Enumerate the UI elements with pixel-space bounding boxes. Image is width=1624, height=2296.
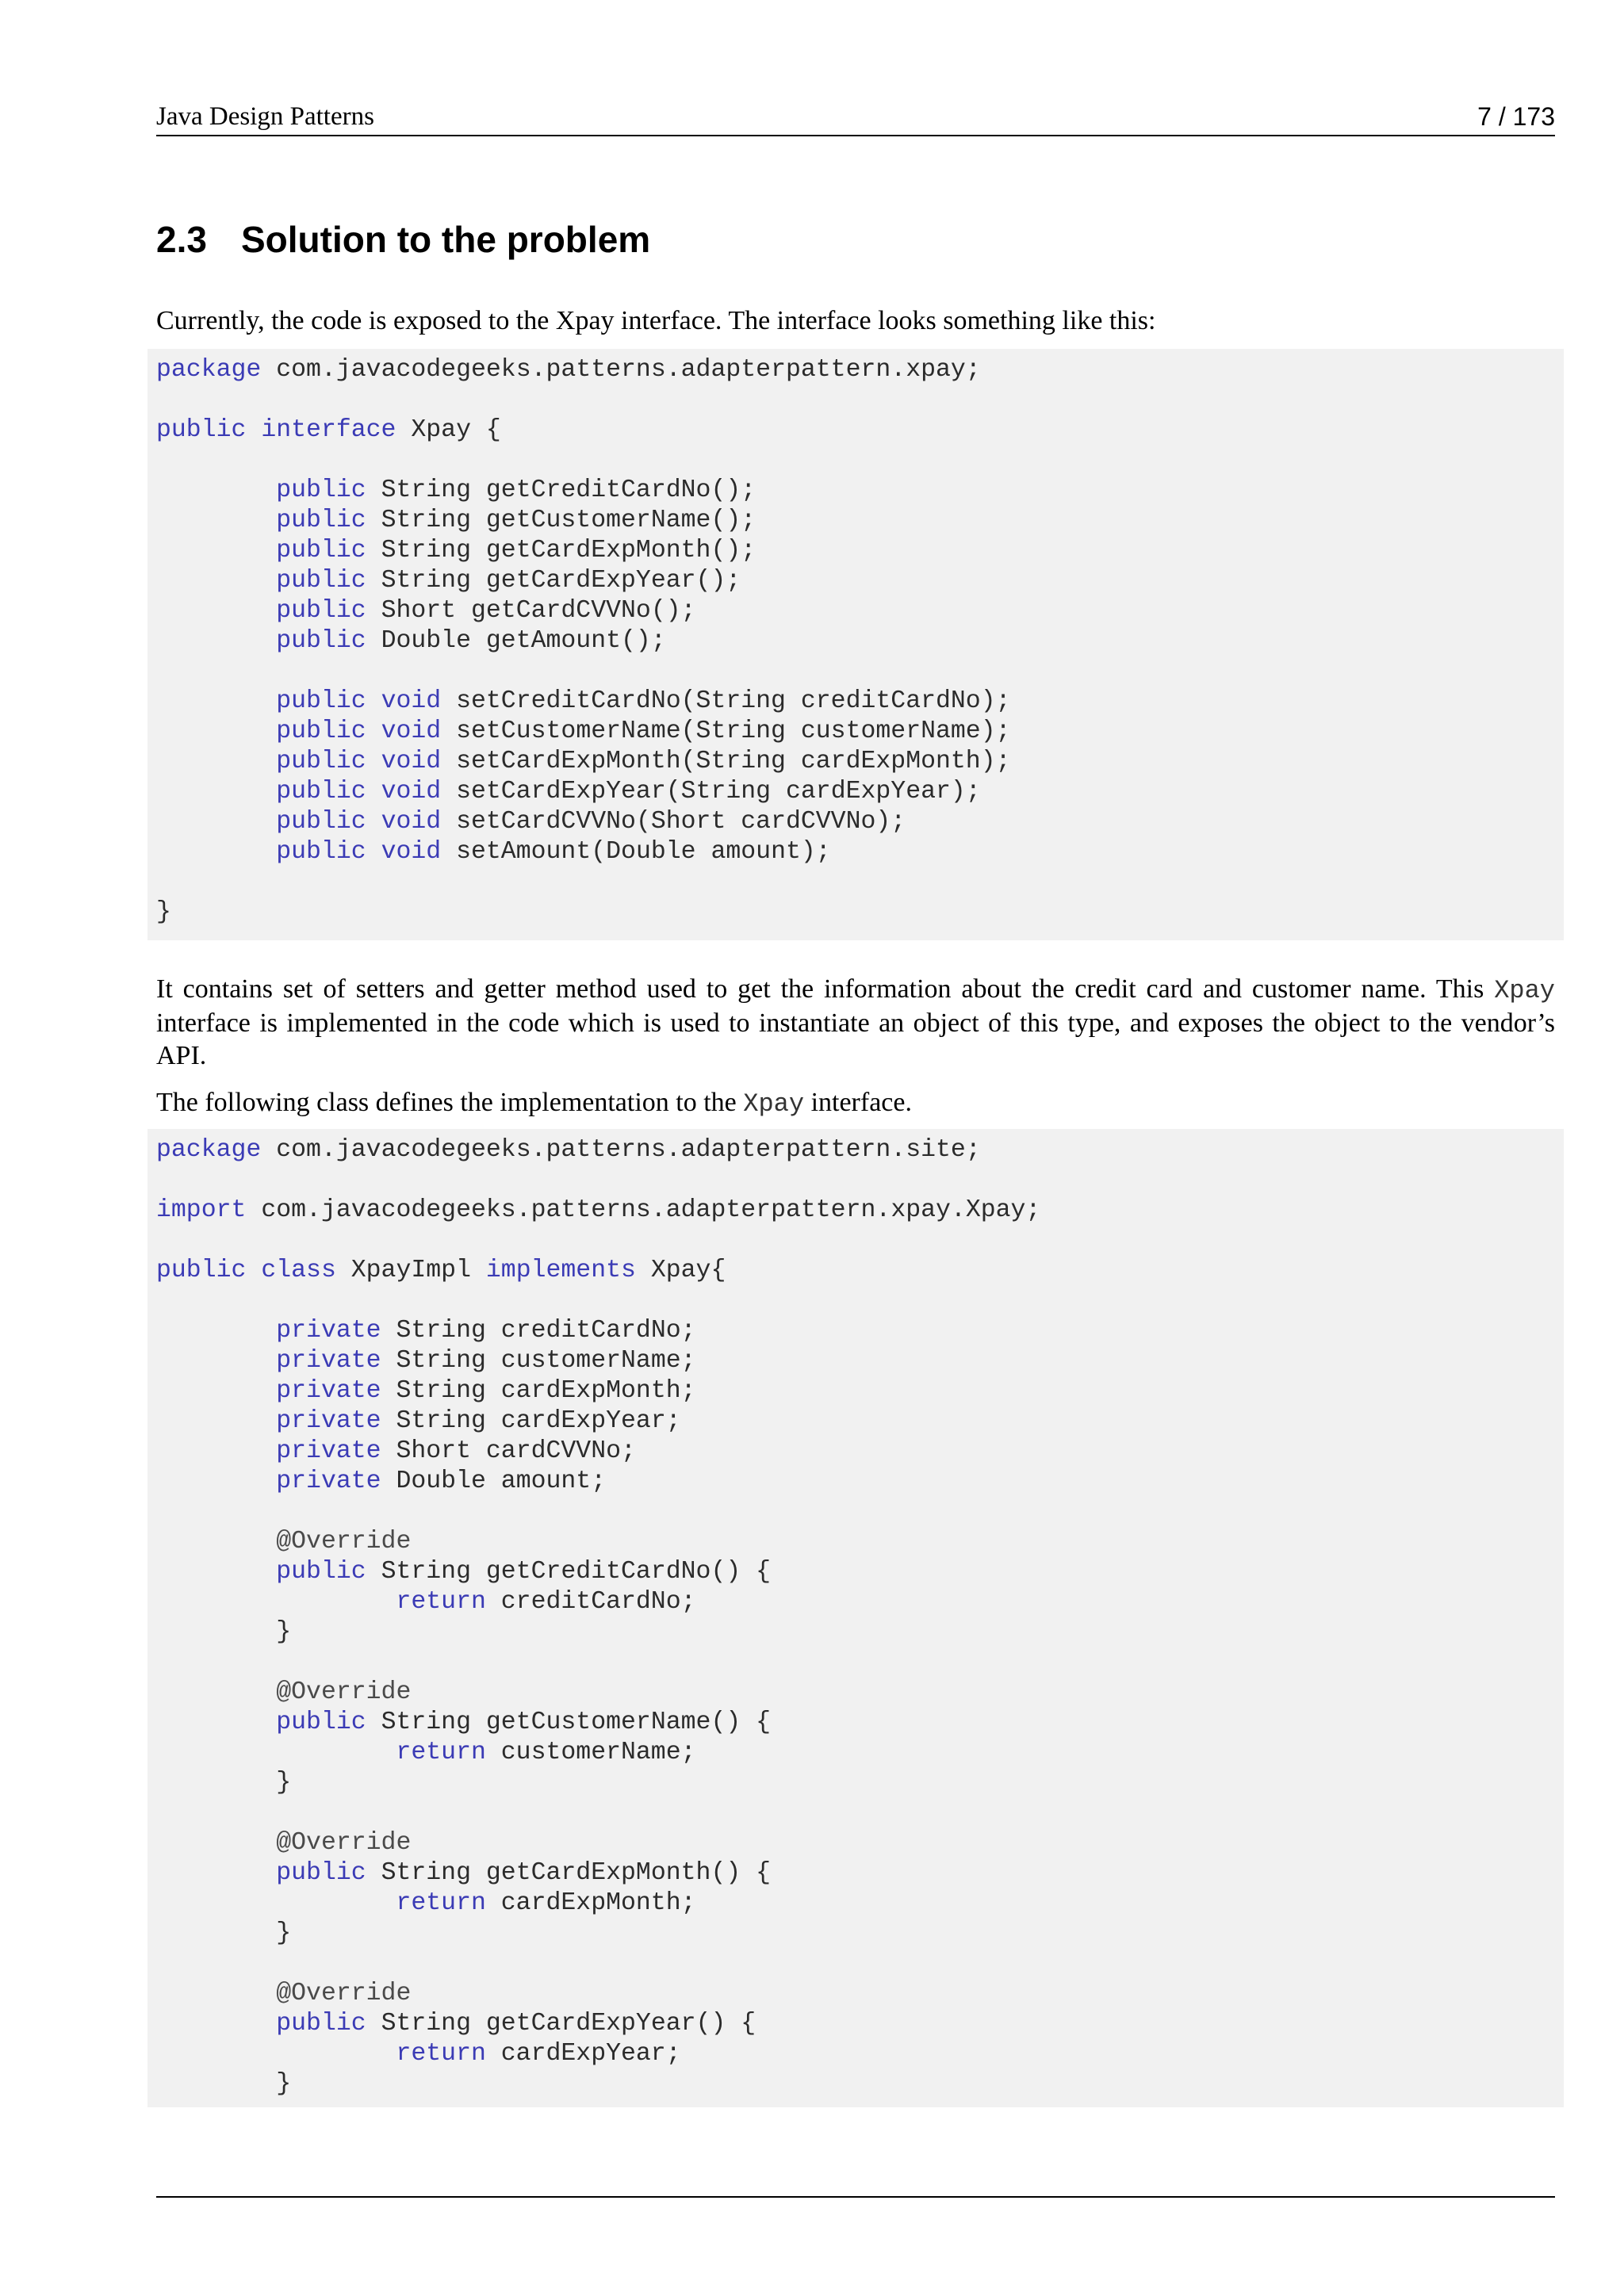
inline-code-xpay: Xpay [743, 1089, 805, 1119]
code-line: private Double amount; [276, 1468, 607, 1495]
code-line: } [156, 1769, 292, 1797]
code-line: package com.javacodegeeks.patterns.adapterpattern.site; [156, 1136, 981, 1164]
inline-code-xpay: Xpay [1494, 976, 1555, 1005]
code-line: return cardExpYear; [396, 2040, 681, 2068]
code-line: public void setCardExpMonth(String cardExpMonth); [276, 748, 1011, 775]
code-line: } [156, 898, 171, 926]
code-line: public void setCardCVVNo(Short cardCVVNo); [276, 808, 906, 836]
code-line: private String creditCardNo; [276, 1317, 696, 1345]
setters-getters-paragraph [156, 973, 1555, 1072]
code-line: public void setCardExpYear(String cardExpYear); [276, 778, 981, 806]
code-line [156, 656, 1564, 687]
code-listing [156, 1135, 1564, 2099]
code-line: public String getCardExpMonth(); [276, 537, 756, 564]
code-line: public String getCustomerName(); [276, 507, 756, 534]
code-block-xpay-interface [147, 349, 1564, 940]
code-line: public void setAmount(Double amount); [276, 838, 831, 866]
code-line: public interface Xpay { [156, 416, 501, 444]
code-line: public String getCardExpYear(); [276, 567, 741, 595]
paragraph-text: interface. [804, 1088, 912, 1117]
code-line: return cardExpMonth; [396, 1889, 696, 1917]
code-line [156, 446, 1564, 476]
code-line [156, 1647, 1564, 1678]
section-title: Solution to the problem [241, 219, 651, 260]
implementation-paragraph [156, 1086, 1555, 1120]
code-line [156, 1798, 1564, 1828]
code-line: private String cardExpYear; [276, 1407, 681, 1435]
intro-paragraph: Currently, the code is exposed to the Xpay interface. The interface looks something like this: [156, 306, 1156, 335]
code-line: public String getCardExpYear() { [276, 2010, 756, 2038]
code-listing [156, 355, 1564, 928]
code-line: } [156, 2070, 292, 2098]
paragraph-text: interface is implemented in the code which is used to instantiate an object of this type, and exposes the object to the vendor’s API. [156, 1008, 1555, 1070]
code-line: return creditCardNo; [396, 1588, 696, 1616]
code-line: @Override [276, 1678, 412, 1706]
code-line: private Short cardCVVNo; [276, 1437, 636, 1465]
code-line: public String getCustomerName() { [276, 1709, 772, 1736]
code-line: public Short getCardCVVNo(); [276, 597, 696, 625]
document-title: Java Design Patterns [156, 102, 374, 131]
code-line: @Override [276, 1528, 412, 1556]
code-line: package com.javacodegeeks.patterns.adapterpattern.xpay; [156, 356, 981, 384]
code-line: public String getCreditCardNo(); [276, 476, 756, 504]
code-line [156, 1497, 1564, 1527]
code-line: private String cardExpMonth; [276, 1377, 696, 1405]
code-line [156, 867, 1564, 897]
code-line: public void setCustomerName(String customerName); [276, 718, 1011, 745]
code-line [156, 1949, 1564, 1979]
code-line: import com.javacodegeeks.patterns.adapterpattern.xpay.Xpay; [156, 1196, 1041, 1224]
code-line [156, 1226, 1564, 1256]
code-block-xpay-impl [147, 1129, 1564, 2107]
section-heading [156, 216, 650, 263]
footer-rule [156, 2196, 1555, 2198]
page-number: 7 / 173 [1477, 102, 1555, 131]
code-line [156, 1286, 1564, 1316]
code-line: public String getCardExpMonth() { [276, 1859, 772, 1887]
code-line: private String customerName; [276, 1347, 696, 1375]
section-number: 2.3 [156, 219, 207, 260]
code-line: public String getCreditCardNo() { [276, 1558, 772, 1586]
code-line: public Double getAmount(); [276, 627, 666, 655]
paragraph-text: The following class defines the implementation to the [156, 1088, 744, 1117]
code-line [156, 1165, 1564, 1196]
code-line: public class XpayImpl implements Xpay{ [156, 1257, 726, 1284]
code-line: } [156, 1919, 292, 1947]
code-line [156, 385, 1564, 415]
code-line: } [156, 1618, 292, 1646]
code-line: @Override [276, 1829, 412, 1857]
code-line: public void setCreditCardNo(String creditCardNo); [276, 687, 1011, 715]
code-line: @Override [276, 1980, 412, 2007]
code-line: return customerName; [396, 1739, 696, 1766]
paragraph-text: It contains set of setters and getter method used to get the information about the credit card and customer name. This [156, 974, 1495, 1004]
page-header [156, 98, 1555, 136]
